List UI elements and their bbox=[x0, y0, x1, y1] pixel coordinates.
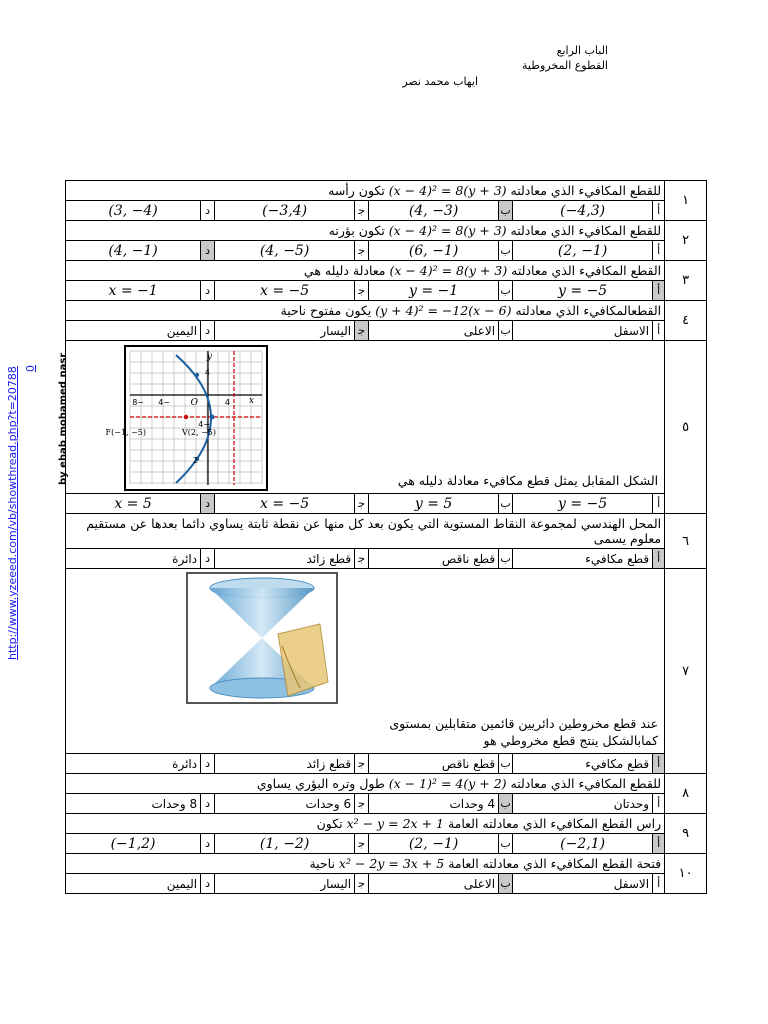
stem-equation: x² − 2y = 3x + 5 bbox=[338, 856, 445, 871]
option-letter-c[interactable]: ﺟ bbox=[355, 874, 369, 894]
option-a[interactable]: y = −5 bbox=[513, 281, 653, 301]
question-stem-row bbox=[66, 261, 707, 281]
author-label: ايهاب محمد نصر bbox=[402, 75, 478, 88]
option-letter-a[interactable]: أ bbox=[653, 874, 665, 894]
option-letter-b[interactable]: ب bbox=[499, 201, 513, 221]
option-a[interactable]: (−2,1) bbox=[513, 834, 653, 854]
option-a[interactable]: الاسفل bbox=[513, 874, 653, 894]
option-letter-b[interactable]: ب bbox=[499, 241, 513, 261]
option-d[interactable]: (−1,2) bbox=[66, 834, 201, 854]
option-letter-a[interactable]: أ bbox=[653, 754, 665, 774]
question-stem-row bbox=[66, 854, 707, 874]
option-letter-a[interactable]: أ bbox=[653, 201, 665, 221]
question-stem bbox=[66, 569, 665, 754]
option-letter-b[interactable]: ب bbox=[499, 874, 513, 894]
stem-line-2: كمابالشكل ينتج قطع مخروطي هو bbox=[483, 733, 659, 748]
question-stem-row bbox=[66, 181, 707, 201]
question-number: ١٠ bbox=[665, 854, 707, 894]
question-stem bbox=[66, 181, 665, 201]
question-number: ١ bbox=[665, 181, 707, 221]
option-letter-c[interactable]: ﺟ bbox=[355, 201, 369, 221]
svg-text:V(2, −5): V(2, −5) bbox=[182, 428, 216, 437]
question-number: ٢ bbox=[665, 221, 707, 261]
option-b[interactable]: قطع ناقص bbox=[369, 754, 499, 774]
option-letter-d[interactable]: د bbox=[201, 794, 215, 814]
option-letter-d[interactable]: د bbox=[201, 241, 215, 261]
options-row bbox=[66, 794, 707, 814]
option-c[interactable]: x = −5 bbox=[215, 494, 355, 514]
option-d[interactable]: 8 وحدات bbox=[66, 794, 201, 814]
option-letter-a[interactable]: أ bbox=[653, 794, 665, 814]
option-d[interactable]: اليمين bbox=[66, 874, 201, 894]
option-b[interactable]: الاعلى bbox=[369, 874, 499, 894]
side-link[interactable] bbox=[6, 360, 46, 670]
side-link-url[interactable]: http://www.yzeeed.com/vb/showthread.php?t=20788 bbox=[6, 366, 19, 660]
option-letter-a[interactable]: أ bbox=[653, 834, 665, 854]
option-c[interactable]: x = −5 bbox=[215, 281, 355, 301]
stem-equation: (y + 4)² = −12(x − 6) bbox=[375, 303, 512, 318]
options-row bbox=[66, 549, 707, 569]
question-stem bbox=[66, 301, 665, 321]
options-row bbox=[66, 281, 707, 301]
stem-text: القطع المكافيء الذي معادلته bbox=[507, 263, 662, 278]
svg-text:y: y bbox=[206, 352, 212, 362]
figure-byline: by ehab mohamed nasr bbox=[58, 352, 69, 485]
option-letter-b[interactable]: ب bbox=[499, 494, 513, 514]
option-a[interactable]: (−4,3) bbox=[513, 201, 653, 221]
svg-text:−4: −4 bbox=[198, 420, 210, 429]
topic-label: القطوع المخروطية bbox=[522, 59, 608, 72]
option-c[interactable]: (1, −2) bbox=[215, 834, 355, 854]
option-b[interactable]: (2, −1) bbox=[369, 834, 499, 854]
option-b[interactable]: y = −1 bbox=[369, 281, 499, 301]
options-row bbox=[66, 201, 707, 221]
option-letter-d[interactable]: د bbox=[201, 281, 215, 301]
option-a[interactable]: الاسفل bbox=[513, 321, 653, 341]
option-a[interactable]: y = −5 bbox=[513, 494, 653, 514]
double-cone-figure bbox=[186, 572, 338, 704]
option-letter-c[interactable]: ﺟ bbox=[355, 794, 369, 814]
option-c[interactable]: قطع زائد bbox=[215, 549, 355, 569]
option-a[interactable]: (2, −1) bbox=[513, 241, 653, 261]
question-number: ٨ bbox=[665, 774, 707, 814]
option-b[interactable]: y = 5 bbox=[369, 494, 499, 514]
question-stem bbox=[66, 221, 665, 241]
stem-equation: (x − 4)² = 8(y + 3) bbox=[389, 263, 508, 278]
svg-text:2: 2 bbox=[192, 456, 198, 465]
svg-text:x: x bbox=[248, 396, 254, 406]
svg-text:O: O bbox=[190, 398, 198, 408]
questions-table bbox=[58, 180, 707, 894]
question-stem-row bbox=[66, 814, 707, 834]
question-number: ٥ bbox=[665, 341, 707, 514]
question-number: ٣ bbox=[665, 261, 707, 301]
option-c[interactable]: (−3,4) bbox=[215, 201, 355, 221]
stem-equation: (x − 4)² = 8(y + 3) bbox=[388, 223, 507, 238]
svg-text:F(−1, −5): F(−1, −5) bbox=[105, 428, 146, 437]
chapter-label: الباب الرابع bbox=[556, 44, 608, 57]
side-link-suffix: 0 bbox=[24, 365, 37, 372]
option-letter-a[interactable]: أ bbox=[653, 549, 665, 569]
option-letter-c[interactable]: ﺟ bbox=[355, 834, 369, 854]
question-stem-row bbox=[66, 341, 707, 494]
option-b[interactable]: (6, −1) bbox=[369, 241, 499, 261]
option-letter-b[interactable]: ب bbox=[499, 834, 513, 854]
stem-tail: طول وتره البؤري يساوي bbox=[256, 776, 389, 791]
option-letter-d[interactable]: د bbox=[201, 834, 215, 854]
stem-tail: ناحية bbox=[309, 856, 339, 871]
svg-text:−8: −8 bbox=[132, 398, 144, 407]
option-letter-d[interactable]: د bbox=[201, 549, 215, 569]
question-stem-row bbox=[66, 514, 707, 549]
option-c[interactable]: اليسار bbox=[215, 874, 355, 894]
options-row bbox=[66, 321, 707, 341]
options-row bbox=[66, 834, 707, 854]
option-a[interactable]: وحدتان bbox=[513, 794, 653, 814]
stem-tail: تكون رأسه bbox=[328, 183, 389, 198]
stem-tail: يكون مفتوح ناحية bbox=[280, 303, 376, 318]
question-stem-row bbox=[66, 221, 707, 241]
option-letter-d[interactable]: د bbox=[201, 754, 215, 774]
option-letter-a[interactable]: أ bbox=[653, 321, 665, 341]
option-letter-a[interactable]: أ bbox=[653, 241, 665, 261]
option-c[interactable]: قطع زائد bbox=[215, 754, 355, 774]
options-row bbox=[66, 754, 707, 774]
option-a[interactable]: قطع مكافيء bbox=[513, 549, 653, 569]
option-d[interactable]: دائرة bbox=[66, 754, 201, 774]
question-stem-text: الشكل المقابل يمثل قطع مكافيء معادلة دليله هي bbox=[397, 473, 659, 488]
options-row bbox=[66, 494, 707, 514]
option-letter-c[interactable]: ﺟ bbox=[355, 494, 369, 514]
option-letter-c[interactable]: ﺟ bbox=[355, 549, 369, 569]
stem-tail: تكون بؤرته bbox=[328, 223, 389, 238]
option-b[interactable]: 4 وحدات bbox=[369, 794, 499, 814]
option-letter-b[interactable]: ب bbox=[499, 549, 513, 569]
option-d[interactable]: x = −1 bbox=[66, 281, 201, 301]
question-stem bbox=[66, 261, 665, 281]
option-letter-d[interactable]: د bbox=[201, 494, 215, 514]
option-letter-b[interactable]: ب bbox=[499, 321, 513, 341]
stem-text: القطعالمكافيء الذي معادلته bbox=[511, 303, 662, 318]
svg-text:4: 4 bbox=[204, 368, 210, 377]
option-letter-c[interactable]: ﺟ bbox=[355, 321, 369, 341]
question-number: ٩ bbox=[665, 814, 707, 854]
svg-text:4: 4 bbox=[224, 398, 230, 407]
stem-text: للقطع المكافيء الذي معادلته bbox=[506, 183, 662, 198]
stem-equation: (x − 4)² = 8(y + 3) bbox=[388, 183, 507, 198]
option-c[interactable]: (4, −5) bbox=[215, 241, 355, 261]
option-letter-a[interactable]: أ bbox=[653, 494, 665, 514]
stem-text: فتحة القطع المكافيء الذي معادلته العامة bbox=[444, 856, 662, 871]
question-stem bbox=[66, 814, 665, 834]
stem-tail: معادلة دليله هي bbox=[303, 263, 390, 278]
question-stem-row bbox=[66, 774, 707, 794]
option-b[interactable]: قطع ناقص bbox=[369, 549, 499, 569]
question-number: ٤ bbox=[665, 301, 707, 341]
option-d[interactable]: x = 5 bbox=[66, 494, 201, 514]
option-letter-b[interactable]: ب bbox=[499, 281, 513, 301]
svg-text:−4: −4 bbox=[158, 398, 170, 407]
option-d[interactable]: (4, −1) bbox=[66, 241, 201, 261]
option-c[interactable]: 6 وحدات bbox=[215, 794, 355, 814]
question-stem-row bbox=[66, 301, 707, 321]
question-number: ٧ bbox=[665, 569, 707, 774]
option-letter-d[interactable]: د bbox=[201, 321, 215, 341]
question-stem bbox=[66, 774, 665, 794]
option-d[interactable]: (3, −4) bbox=[66, 201, 201, 221]
question-stem bbox=[66, 854, 665, 874]
option-letter-c[interactable]: ﺟ bbox=[355, 754, 369, 774]
option-letter-b[interactable]: ب bbox=[499, 754, 513, 774]
stem-line-1: عند قطع مخروطين دائريين قائمين متقابلين بمستوى bbox=[389, 716, 659, 731]
question-stem-text bbox=[389, 715, 658, 749]
option-d[interactable]: دائرة bbox=[66, 549, 201, 569]
option-letter-c[interactable]: ﺟ bbox=[355, 241, 369, 261]
options-row bbox=[66, 241, 707, 261]
stem-tail: تكون bbox=[316, 816, 347, 831]
option-b[interactable]: (4, −3) bbox=[369, 201, 499, 221]
stem-text: للقطع المكافيء الذي معادلته bbox=[506, 776, 662, 791]
option-d[interactable]: اليمين bbox=[66, 321, 201, 341]
stem-text: للقطع المكافيء الذي معادلته bbox=[506, 223, 662, 238]
option-letter-d[interactable]: د bbox=[201, 201, 215, 221]
question-stem bbox=[58, 341, 665, 494]
options-row bbox=[66, 874, 707, 894]
stem-text: راس القطع المكافيء الذي معادلته العامة bbox=[443, 816, 662, 831]
question-stem: المحل الهندسي لمجموعة النقاط المستوية التي يكون بعد كل منها عن نقطة ثابتة يساوي دائما بعدها عن مستقيم معلوم يسمى bbox=[66, 514, 665, 549]
question-number: ٦ bbox=[665, 514, 707, 569]
question-stem-row bbox=[66, 569, 707, 754]
option-a[interactable]: قطع مكافيء bbox=[513, 754, 653, 774]
option-letter-b[interactable]: ب bbox=[499, 794, 513, 814]
option-letter-c[interactable]: ﺟ bbox=[355, 281, 369, 301]
option-c[interactable]: اليسار bbox=[215, 321, 355, 341]
stem-equation: (x − 1)² = 4(y + 2) bbox=[388, 776, 507, 791]
stem-equation: x² − y = 2x + 1 bbox=[346, 816, 444, 831]
option-letter-a[interactable]: أ bbox=[653, 281, 665, 301]
option-letter-d[interactable]: د bbox=[201, 874, 215, 894]
option-b[interactable]: الاعلى bbox=[369, 321, 499, 341]
parabola-graph bbox=[105, 345, 268, 491]
